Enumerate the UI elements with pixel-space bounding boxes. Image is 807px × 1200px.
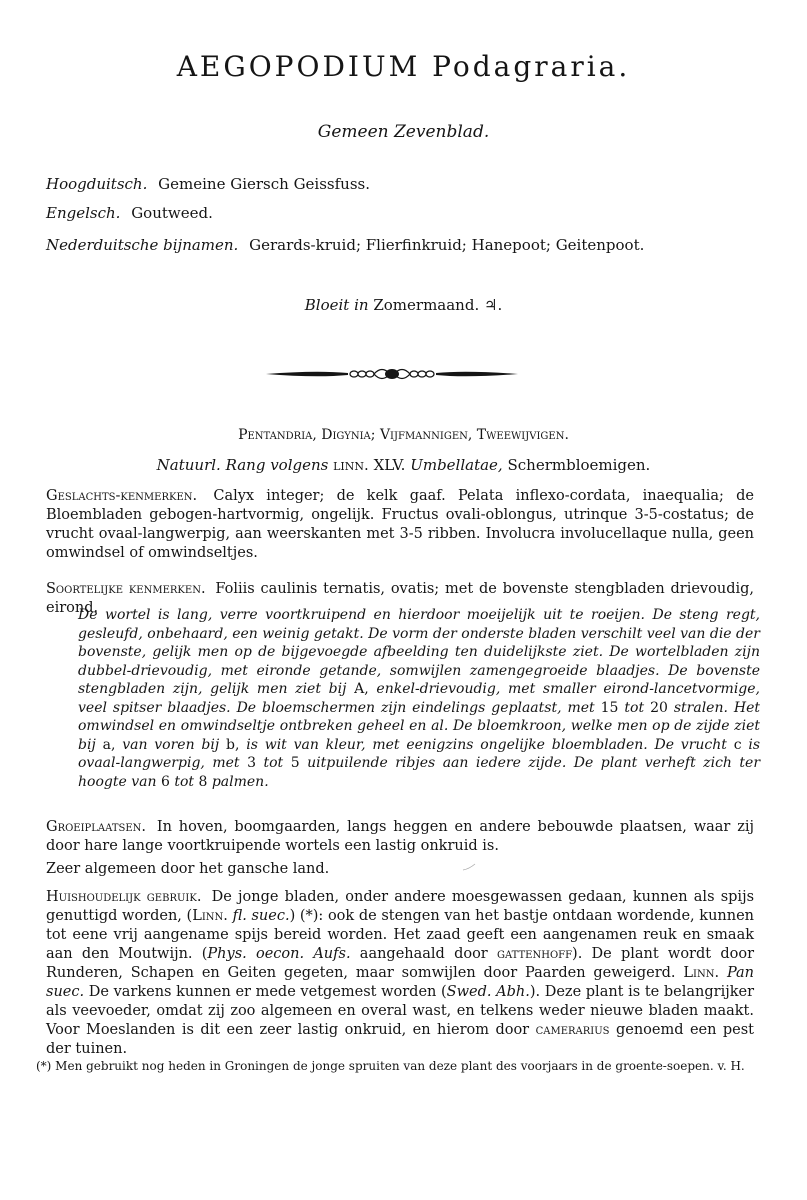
figure-ref-a: a,: [102, 736, 116, 753]
linnaean-classification: Pentandria, Digynia; Vijfmannigen, Tweewijvigen.: [238, 427, 569, 443]
page-subtitle: Gemeen Zevenblad.: [317, 122, 490, 142]
section-heading: Groeiplaatsen.: [46, 819, 147, 835]
author-linn: linn.: [333, 456, 369, 474]
natuurl-label: Natuurl. Rang volgens: [156, 456, 329, 474]
name-row-nederduitsch: [46, 236, 644, 254]
section-text: ). De plant wordt door Runderen, Schapen en Geiten gegeten, maar somwijlen door Paarden geweigerd.: [46, 946, 755, 981]
description-text: is wit van kleur, met eenigzins ongelijke bloembladen. De vrucht: [246, 736, 727, 753]
section-text: Foliis caulinis ternatis, ovatis; met de bovenste stengbladen drievoudig, eirond.: [46, 581, 754, 616]
natural-rank-line: [0, 456, 807, 474]
description-text: De wortel is lang, verre voortkruipend en hierdoor moeijelijk uit te roeijen. De steng regt, gesleufd, onbehaard, een weinig getakt. De vorm der onderste bladen verschilt veel van die der bovenste, gelijk men op de bijgevoegde afbeelding ten duidelijkste ziet. De wortelbladen zijn dubbel-drievoudig, met eironde getande, somwijlen zamengegroeide blaadjes. De bovenste stengbladen zijn, gelijk men ziet bij: [78, 607, 760, 697]
section-text: In hoven, boomgaarden, langs heggen en andere bebouwde plaatsen, waar zij door hare lange voortkruipende wortels een lastig onkruid is.: [46, 819, 754, 854]
plant-description: [78, 606, 760, 791]
description-text: van voren bij: [122, 736, 220, 753]
habitat-section: [46, 818, 754, 856]
name-value: Gemeine Giersch Geissfuss.: [158, 175, 371, 193]
pencil-mark-icon: [462, 862, 476, 872]
number: 3: [247, 755, 256, 771]
figure-ref-A: A,: [354, 681, 369, 697]
ornament-divider-icon: [266, 363, 518, 385]
rank-number: XLV.: [373, 456, 406, 474]
name-label: Nederduitsche bijnamen.: [46, 236, 239, 254]
description-text: tot: [624, 699, 645, 716]
figure-ref-c: c: [733, 736, 742, 753]
name-row-hoogduitsch: [46, 175, 370, 193]
description-text: enkel-drievoudig, met smaller eirond-lancetvormige, veel spitser blaadjes. De bloemschermen zijn eindelings geplaatst, met: [78, 681, 760, 716]
name-value: Goutweed.: [131, 204, 213, 222]
bloei-label: Bloeit in: [304, 296, 369, 314]
section-text: De varkens kunnen er mede vetgemest worden (: [88, 984, 447, 1000]
description-text: tot: [263, 755, 284, 771]
section-text: aangehaald door: [359, 946, 488, 962]
section-text: Calyx integer; de kelk gaaf. Pelata inflexo-cordata, inaequalia; de Bloembladen gebogen-hartvormig, ongelijk. Fructus ovali-oblongus, utrinque 3-5-costatus; de vrucht ovaal-langwerpig, aan weerskanten met 3-5 ribben. Involucra involucellaque nulla, geen omwindsel of omwindseltjes.: [46, 488, 754, 561]
section-text: genoemd een pest der tuinen.: [46, 1022, 755, 1057]
description-text: stralen. Het omwindsel en omwindseltje ontbreken geheel en al. De bloemkroon, welke men op de zijde ziet bij: [78, 699, 760, 753]
reference-author: camerarius: [535, 1022, 610, 1038]
description-text: is ovaal-langwerpig, met: [78, 736, 761, 771]
number: 20: [650, 699, 668, 716]
name-label: Engelsch.: [46, 204, 121, 222]
section-heading: Geslachts-kenmerken.: [46, 488, 198, 504]
family-name: Umbellatae,: [410, 456, 503, 474]
reference-work: Phys. oecon. Aufs.: [207, 946, 351, 962]
description-text: palmen.: [211, 773, 269, 790]
section-text: ). Deze plant is te belangrijker als veevoeder, omdat zij zoo algemeen en overal wast, en telkens weder nieuwe bladen maakt. Voor Moeslanden is dit een zeer lastig onkruid, en hierom door: [46, 984, 755, 1038]
domestic-use-section: [46, 888, 754, 1059]
reference-work: fl. suec.: [232, 908, 290, 924]
perennial-symbol: ♃.: [484, 296, 503, 314]
section-heading: Soortelijke kenmerken.: [46, 581, 206, 597]
number: 5: [290, 755, 300, 771]
bloei-line: [0, 296, 807, 314]
description-text: tot: [174, 773, 194, 790]
reference-author: gattenhoff: [496, 946, 573, 962]
distribution-line: Zeer algemeen door het gansche land.: [46, 861, 330, 877]
number: 8: [198, 773, 208, 790]
section-heading: Huishoudelijk gebruik.: [46, 889, 202, 905]
name-label: Hoogduitsch.: [46, 175, 148, 193]
description-text: uitpuilende ribjes aan iedere zijde. De plant verheft zich ter hoogte van: [78, 755, 761, 790]
number: 6: [160, 773, 170, 790]
name-row-engelsch: [46, 204, 213, 222]
section-text: ) (*): ook de stengen van het bastje ontdaan wordende, kunnen tot eene vrij aangename spijs bereid worden. Het zaad geeft een aangenamen reuk en smaak aan den Moutwijn. (: [46, 908, 755, 962]
figure-ref-b: b,: [226, 736, 240, 753]
reference-author: Linn.: [192, 908, 228, 924]
bloei-month: Zomermaand.: [373, 296, 480, 314]
footnote: (*) Men gebruikt nog heden in Groningen de jonge spruiten van deze plant des voorjaars in de groente-soepen. v. H.: [36, 1059, 745, 1073]
reference-author: Linn.: [683, 965, 720, 981]
name-value: Gerards-kruid; Flierfinkruid; Hanepoot; Geitenpoot.: [249, 236, 645, 254]
number: 15: [600, 699, 619, 716]
reference-work: Pan suec.: [46, 965, 755, 1000]
reference-work: Swed. Abh.: [446, 984, 530, 1000]
family-common-name: Schermbloemigen.: [507, 456, 651, 474]
page-title: AEGOPODIUM Podagraria.: [176, 50, 631, 83]
genus-characters: [46, 487, 754, 563]
section-text: De jonge bladen, onder andere moesgewassen gedaan, kunnen als spijs genuttigd worden, (: [46, 889, 755, 924]
